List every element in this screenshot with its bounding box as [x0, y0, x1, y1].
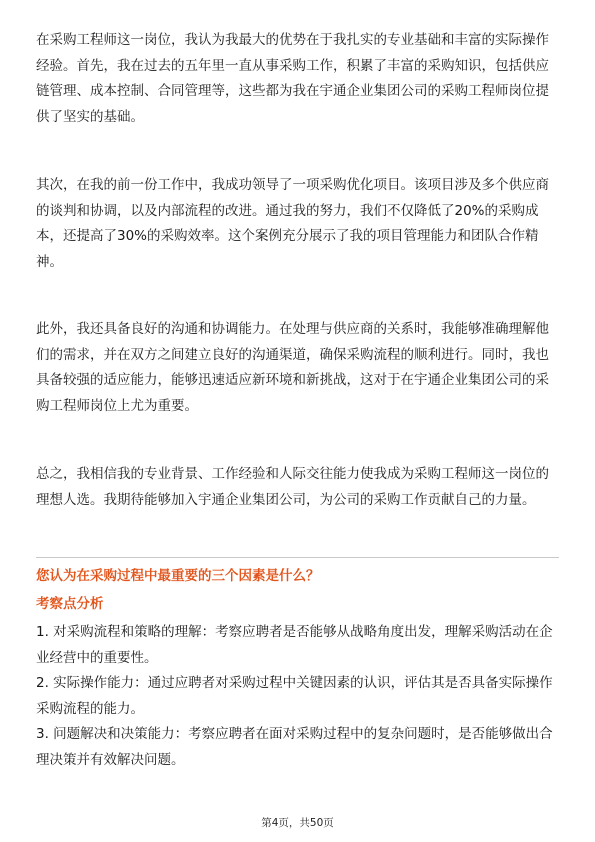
answer-paragraph-3: 此外，我还具备良好的沟通和协调能力。在处理与供应商的关系时，我能够准确理解他们的需求，并在双方之间建立良好的沟通渠道，确保采购流程的顺利进行。同时，我也具备较强的适应能力，能够迅速适应新环境和新挑战，这对于在宇通企业集团公司的采购工程师岗位上尤为重要。: [36, 321, 549, 414]
list-item: 3. 问题解决和决策能力：考察应聘者在面对采购过程中的复杂问题时，是否能够做出合理决策并有效解决问题。: [36, 726, 553, 768]
list-item: 2. 实际操作能力：通过应聘者对采购过程中关键因素的认识，评估其是否具备实际操作采购流程的能力。: [36, 675, 553, 717]
page-number: 第4页，共50页: [261, 817, 334, 829]
answer-paragraph-2: 其次，在我的前一份工作中，我成功领导了一项采购优化项目。该项目涉及多个供应商的谈判和协调，以及内部流程的改进。通过我的努力，我们不仅降低了20%的采购成本，还提高了30%的采购效率。这个案例充分展示了我的项目管理能力和团队合作精神。: [36, 177, 549, 270]
answer-paragraph-1: 在采购工程师这一岗位，我认为我最大的优势在于我扎实的专业基础和丰富的实际操作经验。首先，我在过去的五年里一直从事采购工作，积累了丰富的采购知识，包括供应链管理、成本控制、合同管理等，这些都为我在宇通企业集团公司的采购工程师岗位提供了坚实的基础。: [36, 32, 549, 125]
question-heading: 您认为在采购过程中最重要的三个因素是什么？: [36, 568, 320, 584]
analysis-title: 考察点分析: [36, 596, 104, 612]
answer-paragraph-4: 总之，我相信我的专业背景、工作经验和人际交往能力使我成为采购工程师这一岗位的理想人选。我期待能够加入宇通企业集团公司，为公司的采购工作贡献自己的力量。: [36, 466, 549, 508]
section-divider: [36, 557, 559, 558]
list-item: 1. 对采购流程和策略的理解：考察应聘者是否能够从战略角度出发，理解采购活动在企业经营中的重要性。: [36, 624, 553, 666]
analysis-list: [36, 620, 559, 773]
